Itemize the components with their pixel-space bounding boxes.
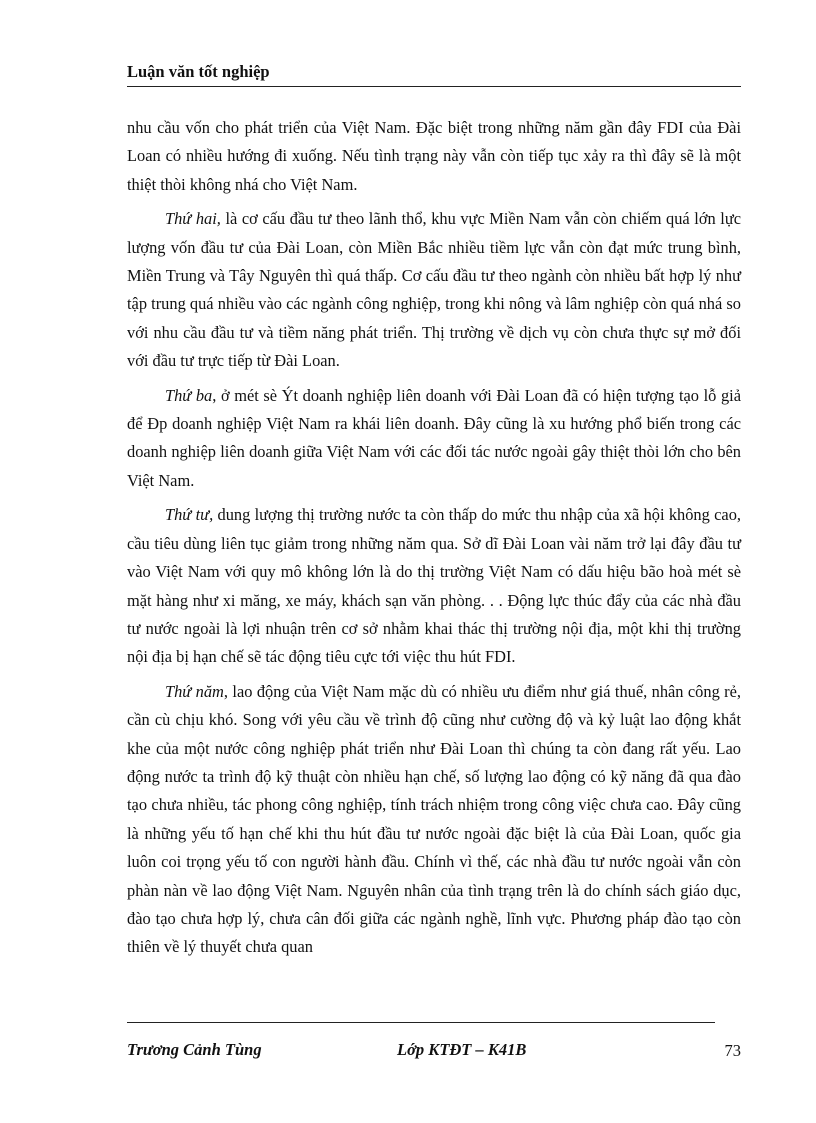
paragraph-lead: Thứ ba [165,385,213,405]
paragraph-continuation [127,114,741,199]
body-text [127,114,741,968]
paragraph-lead: Thứ năm [165,681,224,701]
paragraph-text: , ở mét sè Ýt doanh nghiệp liên doanh với Đài Loan đã có hiện tượng tạo lỗ giả để Ðp doanh nghiệp Việt Nam ra khái liên doanh. Đây cũng là xu hướng phổ biến trong các doanh nghiệp liên doanh giữa Việt Nam với các đối tác nước ngoài gây thiệt thòi lớn cho bên Việt Nam. [127,385,741,490]
paragraph-lead: Thứ hai, [165,209,221,229]
footer-class: Lớp KTĐT – K41B [397,1040,527,1059]
paragraph-third [127,382,741,496]
page-number: 73 [724,1041,741,1060]
paragraph-fifth [127,678,741,962]
page-header [127,62,741,87]
paragraph-text: , lao động của Việt Nam mặc dù có nhiều ưu điểm như giá thuế, nhân công rẻ, cần cù chịu khó. Song với yêu cầu về trình độ cũng như cường độ và kỷ luật lao động khắt khe của một nước công nghiệp phát triển như Đài Loan thì chúng ta còn đang rất yếu. Lao động nước ta trình độ kỹ thuật còn nhiều hạn chế, số lượng lao động có kỹ năng đã qua đào tạo chưa nhiều, tác phong công nghiệp, tính trách nhiệm trong công việc chưa cao. Đây cũng là những yếu tố hạn chế khi thu hút đầu tư nước ngoài đặc biệt là của Đài Loan, quốc gia luôn coi trọng yếu tố con người hành đầu. Chính vì thế, các nhà đầu tư nước ngoài vẫn còn phàn nàn về lao động Việt Nam. Nguyên nhân của tình trạng trên là do chính sách giáo dục, đào tạo chưa hợp lý, chưa cân đối giữa các ngành nghề, lĩnh vực. Phương pháp đào tạo còn thiên về lý thuyết chưa quan [127,681,742,957]
footer-divider [127,1022,715,1023]
paragraph-text: nhu cầu vốn cho phát triển của Việt Nam. Đặc biệt trong những năm gần đây FDI của Đài Loan có nhiều hướng đi xuống. Nếu tình trạng này vẫn còn tiếp tục xảy ra thì đây sẽ là một thiệt thòi không nhá cho Việt Nam. [127,118,741,194]
paragraph-fourth [127,501,741,671]
page-footer [127,1022,741,1062]
paragraph-text: là cơ cấu đầu tư theo lãnh thổ, khu vực Miền Nam vẫn còn chiếm quá lớn lực lượng vốn đầu tư của Đài Loan, còn Miền Bắc nhiều tiềm lực vẫn còn đạt mức trung bình, Miền Trung và Tây Nguyên thì quá thấp. Cơ cấu đầu tư theo ngành còn nhiều bất hợp lý như tập trung quá nhiều vào các ngành công nghiệp, trong khi nông và lâm nghiệp còn quá nhá so với nhu cầu đầu tư và tiềm năng phát triển. Thị trường về dịch vụ còn chưa thực sự mở đối với đầu tư trực tiếp từ Đài Loan. [127,209,741,371]
paragraph-lead: Thứ tư, [165,505,214,525]
document-title: Luận văn tốt nghiệp [127,62,270,81]
paragraph-second [127,205,741,375]
paragraph-text: dung lượng thị trường nước ta còn thấp do mức thu nhập của xã hội không cao, cầu tiêu dùng liên tục giảm trong những năm qua. Sở dĩ Đài Loan vài năm trở lại đây đầu tư vào Việt Nam với quy mô không lớn là do thị trường Việt Nam có dấu hiệu bão hoà mét sè mặt hàng như xi măng, xe máy, khách sạn văn phòng. . . Động lực thúc đẩy của các nhà đầu tư nước ngoài là lợi nhuận trên cơ sở nhằm khai thác thị trường nội địa, một khi thị trường nội địa bị hạn chế sẽ tác động tiêu cực tới việc thu hút FDI. [127,505,741,667]
footer-author: Trương Cảnh Tùng [127,1040,262,1059]
